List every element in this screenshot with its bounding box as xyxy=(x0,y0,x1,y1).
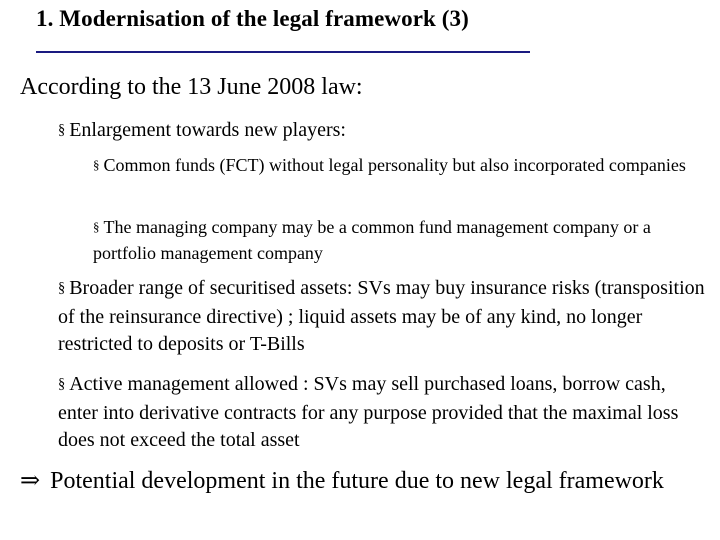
bullet-text: Enlargement towards new players: xyxy=(69,119,346,141)
conclusion-text: Potential development in the future due to new legal framework xyxy=(50,468,664,494)
subbullet-managing-company xyxy=(93,215,693,265)
bullet-active-management xyxy=(58,371,710,454)
lead-text: According to the 13 June 2008 law: xyxy=(20,74,363,100)
bullet-marker: § xyxy=(58,280,66,296)
implies-arrow-icon: ⇒ xyxy=(20,468,41,494)
subbullet-text: The managing company may be a common fund management company or a portfolio management company xyxy=(93,217,651,263)
conclusion xyxy=(20,466,700,496)
bullet-marker: § xyxy=(93,157,100,172)
bullet-text: Active management allowed : SVs may sell purchased loans, borrow cash, enter into derivative contracts for any purpose provided that the maximal loss does not exceed the total asset xyxy=(58,373,679,451)
bullet-enlargement xyxy=(58,117,710,146)
bullet-marker: § xyxy=(58,376,66,392)
bullet-marker: § xyxy=(58,122,66,138)
bullet-marker: § xyxy=(93,219,100,234)
title-underline xyxy=(36,51,530,53)
subbullet-text: Common funds (FCT) without legal personality but also incorporated companies xyxy=(103,155,686,175)
bullet-text: Broader range of securitised assets: SVs may buy insurance risks (transposition of the reinsurance directive) ; liquid assets may be of any kind, no longer restricted to deposits or T-Bills xyxy=(58,277,705,355)
bullet-securitised-assets xyxy=(58,275,710,358)
slide-title: 1. Modernisation of the legal framework (3) xyxy=(36,6,469,31)
subbullet-common-funds xyxy=(93,153,693,179)
